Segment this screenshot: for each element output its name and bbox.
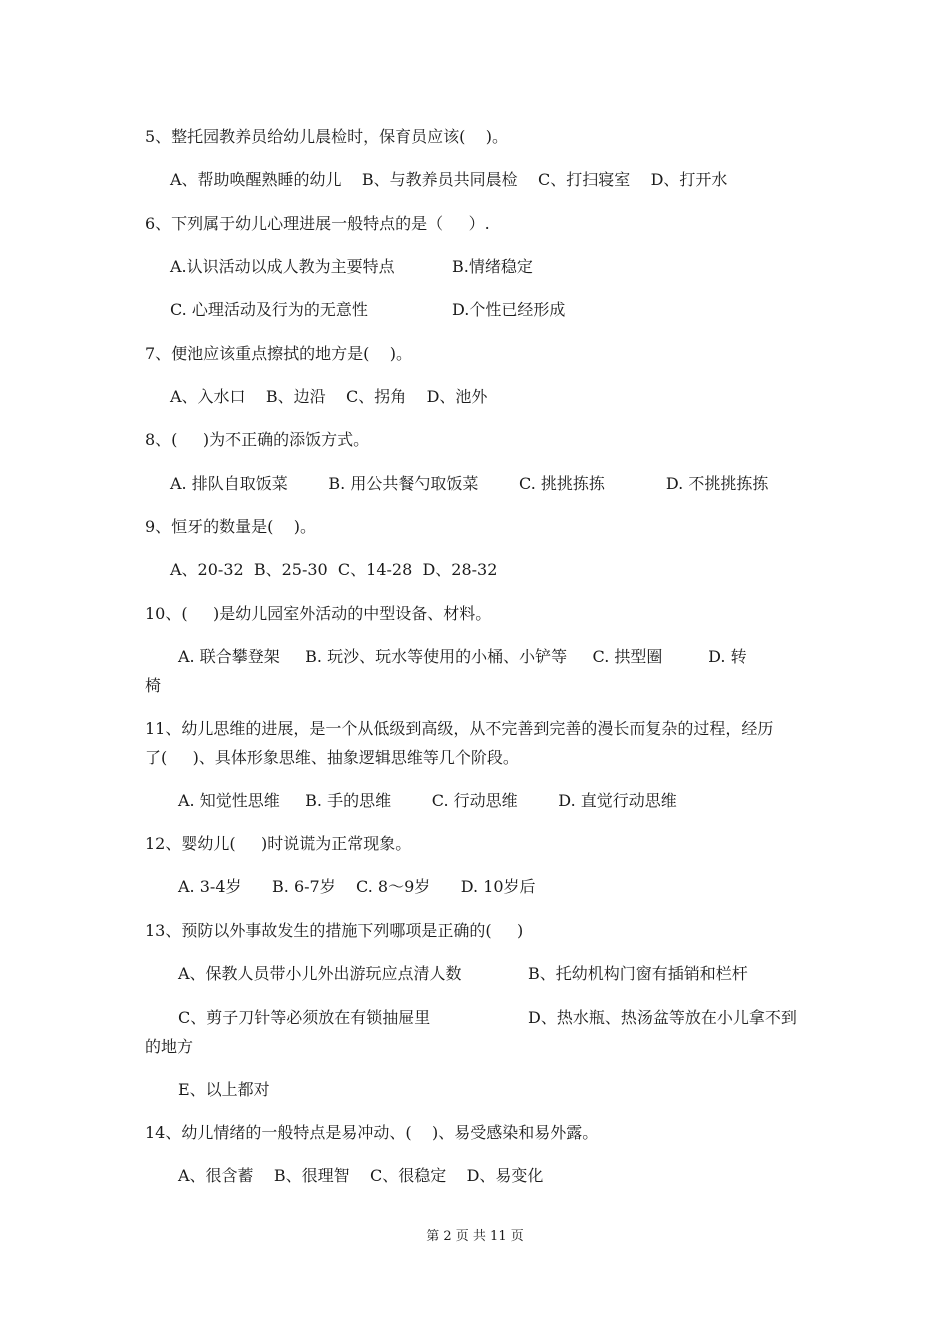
question-10-options-continuation: 椅 xyxy=(145,676,162,695)
question-6-option-a: A.认识活动以成人教为主要特点 xyxy=(170,257,395,276)
question-10-options: A. 联合攀登架 B. 玩沙、玩水等使用的小桶、小铲等 C. 拱型圈 D. 转 xyxy=(178,647,747,666)
question-11-stem-line1: 11、幼儿思维的进展，是一个从低级到高级，从不完善到完善的漫长而复杂的过程，经历 xyxy=(145,719,774,738)
question-5-stem: 5、整托园教养员给幼儿晨检时，保育员应该( )。 xyxy=(145,127,509,146)
question-13-option-b: B、托幼机构门窗有插销和栏杆 xyxy=(528,964,748,983)
question-13-option-d: D、热水瓶、热汤盆等放在小儿拿不到 xyxy=(528,1008,797,1027)
question-12-stem: 12、婴幼儿( )时说谎为正常现象。 xyxy=(145,834,412,853)
question-8-stem: 8、( )为不正确的添饭方式。 xyxy=(145,430,370,449)
question-5-options: A、帮助唤醒熟睡的幼儿 B、与教养员共同晨检 C、打扫寝室 D、打开水 xyxy=(170,170,728,189)
question-10-stem: 10、( )是幼儿园室外活动的中型设备、材料。 xyxy=(145,604,492,623)
page-number-footer: 第 2 页 共 11 页 xyxy=(426,1229,524,1244)
question-8-options: A. 排队自取饭菜 B. 用公共餐勺取饭菜 C. 挑挑拣拣 D. 不挑挑拣拣 xyxy=(170,474,769,493)
question-13-option-d-continuation: 的地方 xyxy=(145,1037,194,1056)
question-14-stem: 14、幼儿情绪的一般特点是易冲动、( )、易受感染和易外露。 xyxy=(145,1123,599,1142)
question-13-option-e: E、以上都对 xyxy=(178,1080,270,1099)
question-13-option-c: C、剪子刀针等必须放在有锁抽屉里 xyxy=(178,1008,431,1027)
question-13-option-a: A、保教人员带小儿外出游玩应点清人数 xyxy=(178,964,462,983)
question-7-options: A、入水口 B、边沿 C、拐角 D、池外 xyxy=(170,387,488,406)
question-11-options: A. 知觉性思维 B. 手的思维 C. 行动思维 D. 直觉行动思维 xyxy=(178,791,677,810)
question-9-stem: 9、恒牙的数量是( )。 xyxy=(145,517,317,536)
question-13-stem: 13、预防以外事故发生的措施下列哪项是正确的( ) xyxy=(145,921,524,940)
question-12-options: A. 3-4岁 B. 6-7岁 C. 8～9岁 D. 10岁后 xyxy=(178,877,536,896)
question-6-option-d: D.个性已经形成 xyxy=(452,300,566,319)
question-7-stem: 7、便池应该重点擦拭的地方是( )。 xyxy=(145,344,413,363)
question-6-stem: 6、下列属于幼儿心理进展一般特点的是（ ）. xyxy=(145,214,490,233)
question-11-stem-line2: 了( )、具体形象思维、抽象逻辑思维等几个阶段。 xyxy=(145,748,519,767)
question-9-options: A、20-32 B、25-30 C、14-28 D、28-32 xyxy=(170,560,498,579)
question-6-option-c: C. 心理活动及行为的无意性 xyxy=(170,300,368,319)
question-14-options: A、很含蓄 B、很理智 C、很稳定 D、易变化 xyxy=(178,1166,544,1185)
question-6-option-b: B.情绪稳定 xyxy=(452,257,533,276)
